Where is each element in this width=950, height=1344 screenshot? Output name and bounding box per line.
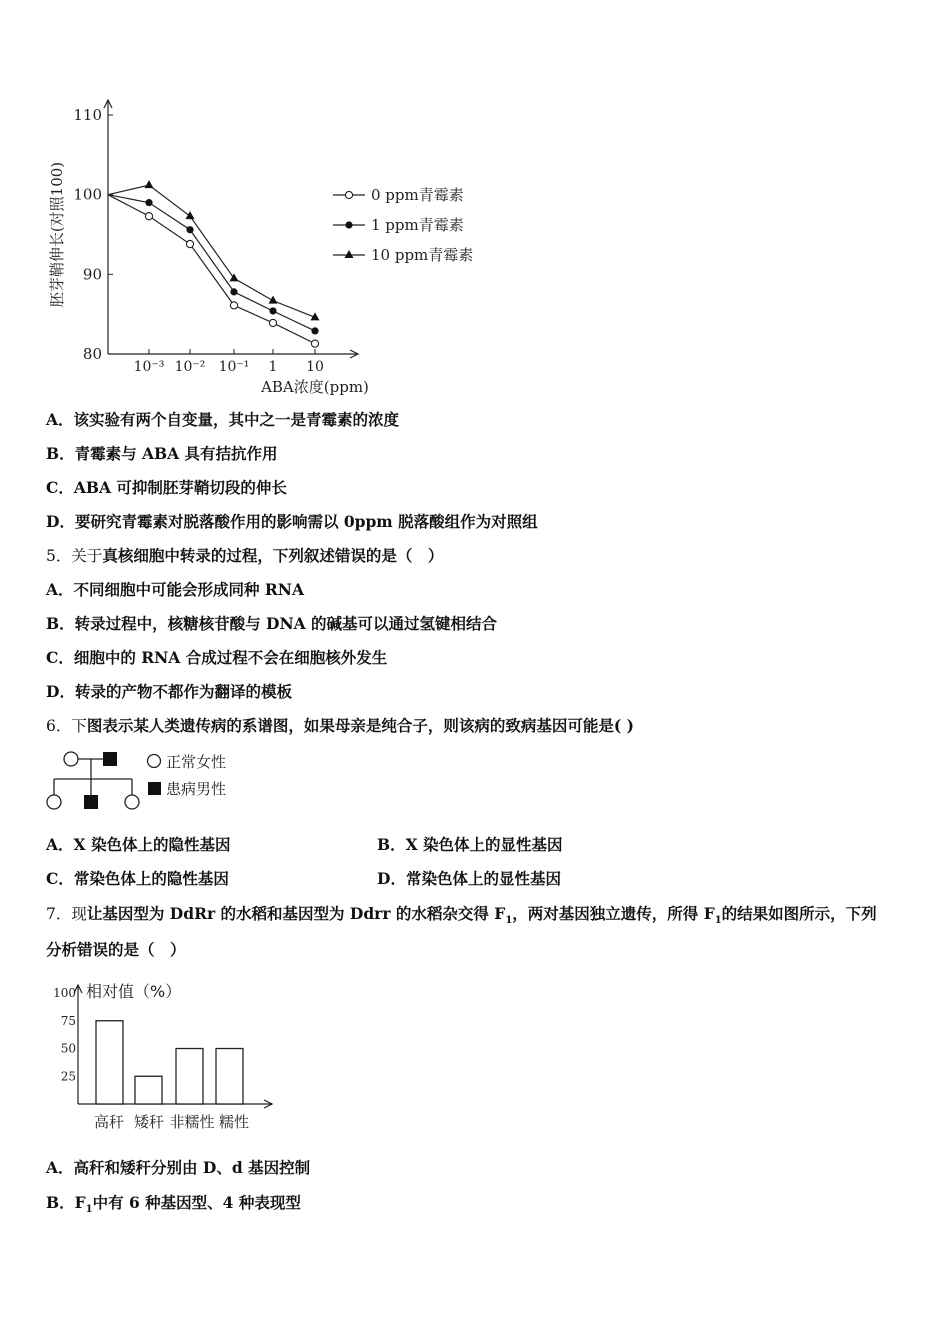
q4-option-b: B．青霉素与 ABA 具有拮抗作用 (46, 444, 278, 463)
legend-label: 10 ppm青霉素 (371, 246, 474, 264)
q7-option-b: B．$F_1$中有 6 种基因型、4 种表现型 (46, 1193, 301, 1216)
daughter-1-normal-female (47, 795, 61, 809)
aba-line-chart-plot (48, 100, 473, 396)
bar (216, 1049, 243, 1105)
q7-stem-line1: 7．现让基因型为 DdRr 的水稻和基因型为 Ddrr 的水稻杂交得 $F_1$，两对基因独立遗传，所得 $F_1$的结果如图所示，下列 (46, 904, 877, 927)
q4-option-d: D．要研究青霉素对脱落酸作用的影响需以 0ppm 脱落酸组作为对照组 (46, 512, 538, 531)
data-point (186, 240, 193, 247)
data-point (230, 302, 237, 309)
x-tick-label: 10 (306, 359, 324, 375)
y-tick-label: 25 (60, 1069, 76, 1084)
q5-option-d: D．转录的产物不都作为翻译的模板 (46, 682, 292, 701)
q6-option-c: C．常染色体上的隐性基因 (46, 869, 229, 888)
legend-marker (345, 250, 354, 258)
legend-affected-male-icon (148, 782, 161, 795)
y-tick-label: 50 (60, 1041, 76, 1056)
category-label: 高秆 (93, 1113, 125, 1131)
y-tick-label: 110 (73, 106, 102, 124)
daughter-2-normal-female (125, 795, 139, 809)
legend-normal-female-label: 正常女性 (166, 753, 227, 771)
legend-normal-female-icon (148, 755, 161, 768)
data-point (145, 180, 154, 188)
q6-option-d: D．常染色体上的显性基因 (377, 869, 561, 888)
data-point (145, 213, 152, 220)
y-axis-label: 胚芽鞘伸长(对照100) (48, 161, 66, 308)
legend-marker (345, 221, 352, 228)
data-point (269, 307, 276, 314)
x-tick-label: 10⁻² (174, 359, 206, 375)
q4-option-c: C．ABA 可抑制胚芽鞘切段的伸长 (46, 478, 287, 497)
mother-normal-female (64, 752, 78, 766)
f1-bar-chart-plot (53, 982, 272, 1131)
q5-option-a: A．不同细胞中可能会形成同种 RNA (46, 580, 305, 599)
series-line (108, 195, 315, 344)
q5-stem: 5．关于真核细胞中转录的过程，下列叙述错误的是（ ） (46, 546, 444, 565)
y-tick-label: 100 (73, 185, 102, 204)
y-axis-label: 相对值（%） (86, 982, 182, 1001)
data-point (311, 327, 318, 334)
legend-marker (345, 191, 352, 198)
series-line (108, 185, 315, 317)
x-tick-label: 1 (268, 359, 278, 375)
y-tick-label: 90 (82, 265, 102, 284)
son-affected-male (84, 795, 98, 809)
q5-option-b: B．转录过程中，核糖核苷酸与 DNA 的碱基可以通过氢键相结合 (46, 614, 498, 633)
x-axis-label: ABA浓度(ppm) (261, 378, 369, 396)
q7-option-a: A．高秆和矮秆分别由 D、d 基因控制 (46, 1158, 311, 1177)
y-tick-label: 80 (82, 345, 102, 363)
data-point (145, 199, 152, 206)
data-point (311, 340, 318, 347)
bar (176, 1049, 203, 1105)
x-tick-label: 10⁻³ (133, 359, 165, 375)
f1-bar-chart (40, 975, 290, 1140)
q6-option-a: A．X 染色体上的隐性基因 (46, 835, 231, 854)
data-point (269, 296, 278, 304)
q6-option-b: B．X 染色体上的显性基因 (377, 835, 563, 854)
father-affected-male (103, 752, 117, 766)
legend-label: 1 ppm青霉素 (371, 216, 464, 234)
data-point (186, 226, 193, 233)
y-tick-label: 100 (53, 986, 76, 1000)
category-label: 糯性 (218, 1113, 250, 1131)
legend-label: 0 ppm青霉素 (371, 186, 464, 204)
category-label: 非糯性 (169, 1113, 215, 1131)
data-point (269, 319, 276, 326)
legend-affected-male-label: 患病男性 (166, 780, 227, 798)
aba-line-chart (40, 95, 510, 400)
q6-stem: 6．下图表示某人类遗传病的系谱图，如果母亲是纯合子，则该病的致病基因可能是( ) (46, 716, 634, 735)
bar (96, 1021, 123, 1104)
bar (135, 1076, 162, 1104)
x-tick-label: 10⁻¹ (218, 359, 250, 375)
pedigree-diagram (40, 745, 270, 815)
y-tick-label: 75 (60, 1013, 76, 1028)
q7-stem-line2: 分析错误的是（ ） (46, 940, 186, 959)
data-point (230, 288, 237, 295)
q5-option-c: C．细胞中的 RNA 合成过程不会在细胞核外发生 (46, 648, 388, 667)
category-label: 矮秆 (133, 1113, 165, 1131)
series-line (108, 195, 315, 331)
data-point (186, 211, 195, 219)
q4-option-a: A．该实验有两个自变量，其中之一是青霉素的浓度 (46, 410, 400, 429)
